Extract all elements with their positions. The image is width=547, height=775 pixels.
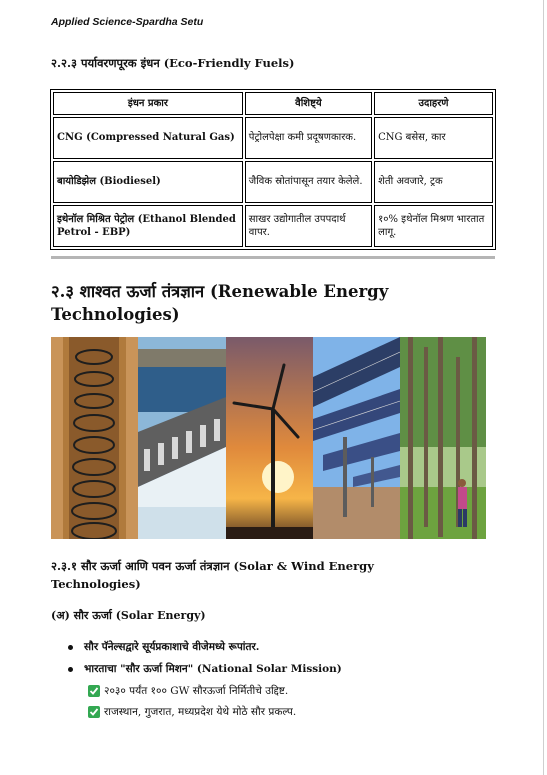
solar-panels-image bbox=[313, 337, 400, 539]
forest-person-image bbox=[400, 337, 486, 539]
table-row bbox=[53, 205, 493, 247]
table-header-row bbox=[53, 92, 493, 115]
checklist bbox=[88, 684, 296, 726]
list-item bbox=[88, 705, 296, 726]
list-item-text: राजस्थान, गुजरात, मध्यप्रदेश येथे मोठे सौर प्रकल्प. bbox=[104, 706, 297, 718]
table-cell-type: CNG (Compressed Natural Gas) bbox=[53, 117, 243, 159]
table-cell-type: बायोडिझेल (Biodiesel) bbox=[53, 161, 243, 203]
check-icon bbox=[88, 685, 100, 697]
wind-turbine-sunset-image bbox=[226, 337, 313, 539]
hydro-dam-image bbox=[138, 337, 226, 539]
table-header-cell: वैशिष्ट्ये bbox=[245, 92, 372, 115]
fuel-table bbox=[50, 89, 496, 250]
table-cell-type: इथेनॉल मिश्रित पेट्रोल (Ethanol Blended Petrol - EBP) bbox=[53, 205, 243, 247]
page-header: Applied Science-Spardha Setu bbox=[51, 16, 204, 28]
table-header-cell: उदाहरणे bbox=[374, 92, 493, 115]
subsection-heading-solar: (अ) सौर ऊर्जा (Solar Energy) bbox=[51, 609, 206, 622]
page-edge bbox=[543, 0, 544, 775]
section-divider bbox=[51, 256, 495, 259]
table-cell-feature: जैविक स्रोतांपासून तयार केलेले. bbox=[245, 161, 372, 203]
list-item bbox=[88, 684, 296, 705]
geothermal-coil-image bbox=[51, 337, 138, 539]
list-item bbox=[66, 640, 342, 662]
list-item-text: २०३० पर्यंत १०० GW सौरऊर्जा निर्मितीचे उद्दिष्ट. bbox=[104, 685, 289, 697]
list-item bbox=[66, 662, 342, 684]
bullet-icon bbox=[68, 667, 73, 672]
section-heading-solar-wind: २.३.१ सौर ऊर्जा आणि पवन ऊर्जा तंत्रज्ञान (Solar & Wind Energy Technologies) bbox=[51, 559, 374, 591]
section-heading-renewable: २.३ शाश्वत ऊर्जा तंत्रज्ञान (Renewable Energy Technologies) bbox=[51, 282, 389, 325]
check-icon bbox=[88, 706, 100, 718]
list-item-text: सौर पॅनेल्सद्वारे सूर्यप्रकाशाचे वीजेमध्ये रूपांतर. bbox=[84, 641, 260, 653]
list-item-text: भारताचा "सौर ऊर्जा मिशन" (National Solar Mission) bbox=[84, 663, 342, 675]
table-cell-example: शेती अवजारे, ट्रक bbox=[374, 161, 493, 203]
table-row bbox=[53, 161, 493, 203]
table-cell-feature: पेट्रोलपेक्षा कमी प्रदूषणकारक. bbox=[245, 117, 372, 159]
bullet-icon bbox=[68, 645, 73, 650]
table-cell-feature: साखर उद्योगातील उपपदार्थ वापर. bbox=[245, 205, 372, 247]
table-header-cell: इंधन प्रकार bbox=[53, 92, 243, 115]
table-cell-example: १०% इथेनॉल मिश्रण भारतात लागू. bbox=[374, 205, 493, 247]
table-cell-example: CNG बसेस, कार bbox=[374, 117, 493, 159]
renewable-energy-image-strip bbox=[51, 337, 486, 539]
bullet-list bbox=[66, 640, 342, 684]
table-row bbox=[53, 117, 493, 159]
section-heading-eco-fuels: २.२.३ पर्यावरणपूरक इंधन (Eco-Friendly Fuels) bbox=[51, 56, 295, 70]
